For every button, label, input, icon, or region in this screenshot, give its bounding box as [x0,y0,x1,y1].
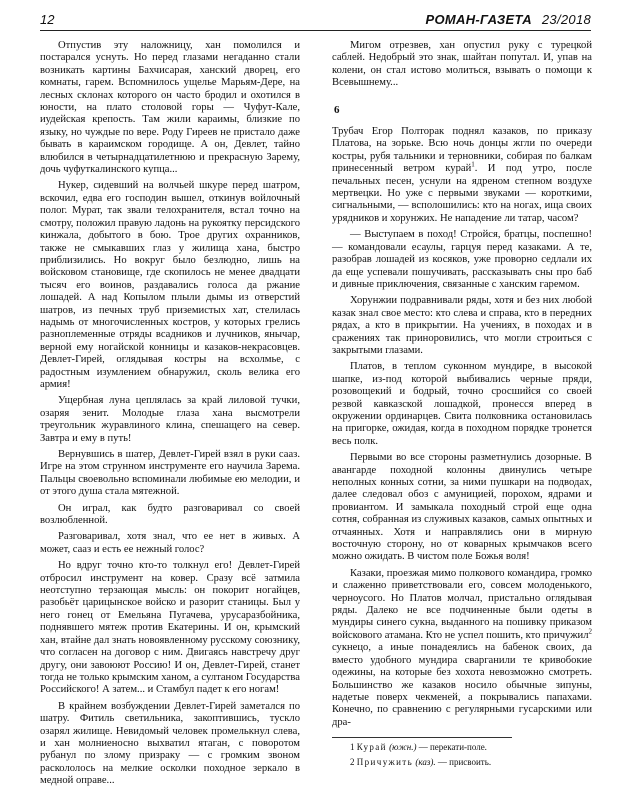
chapter-number: 6 [334,103,340,116]
footnote: 1 Курай (южн.) — перекати-поле. [350,742,487,753]
issue-number: 23/2018 [541,12,591,27]
paragraph: Хорунжии подравнивали ряды, хотя и без них любой казак знал свое место: кто слева и справа, кто в передних рядах, а кто в прикрытии. На учениях, в походах и в сражениях так приноровились, что могли строиться с закрытыми глазами. [332,295,592,356]
page-header [40,12,591,31]
paragraph: Мигом отрезвев, хан опустил руку с турецкой саблей. Недобрый это знак, шайтан попутал. И, упав на колени, он стал истово молиться, взывать о помощи к Всевышнему... [332,40,592,89]
paragraph: Но вдруг точно кто-то толкнул его! Девлет-Гирей отбросил инструмент на ковер. Сразу всё затмила неотступно терзающая мысль: он покорит ногайцев, разобьёт царицынское войско и разорит станицы. Был у него гонец от Емельяна Пугачева, урусаразбойника, поднявшего мятеж против Екатерины. И он, крымский хан, втайне дал знать новоявленному русскому союзнику, что согласен на договор с ним. Двигаясь навстречу друг другу, они завоюют Россию! И он, Девлет-Гирей, станет тогда не только крымским ханом, а султаном Государства Российского! А затем... и Стамбул падет к его ногам! [40,560,300,696]
footnote-separator [332,737,512,738]
footnote: 2 Причужить (каз). — присвоить. [350,757,492,768]
right-column [332,40,592,772]
left-column [40,40,300,792]
paragraph: — Выступаем в поход! Стройся, братцы, поспешно! — командовали есаулы, гарцуя перед казаками. А те, разобрав лошадей из косяков, уже проворно седлали их да еще успевали пошучивать, рассказывать сны про баб и дивные приключения, связанные с ханским гаремом. [332,229,592,290]
running-head [426,12,591,27]
paragraph: Вернувшись в шатер, Девлет-Гирей взял в руки сааз. Игре на этом струнном инструменте его научила Зарема. Пальцы своевольно вспоминали любимые ею мелодии, и от этого душа стала мятежной. [40,449,300,498]
paragraph: Он играл, как будто разговаривал со своей возлюбленной. [40,502,300,527]
paragraph: Трубач Егор Полторак поднял казаков, по приказу Платова, на зорьке. Всю ночь донцы жгли по очереди костры, рубя тальники и терновники, собирая по балкам принесенный ветром курай$^1$. И под утро, после печальных песен, уснули на ядреном степном воздухе мертвецки. Но уже с первыми звуками — короткими, сигнальными, — всполошились: кто на ногах, ища своих урядников и хорунжих. Не нападение ли татар, часом? [332,126,592,224]
paragraph: Первыми во все стороны разметнулись дозорные. В авангарде походной колонны двинулись четыре неполных конных сотни, за ними пушкари на подводах, далее следовал обоз с амуницией, порохом, ядрами и провиантом. И замыкала походный строй еще одна сотня, собранная из служивых казаков, самых опытных и отчаянных. Хотя и направлялись они в мирную восточную сторону, но от коварных крымчаков всего можно ожидать. В чистом поле Божья воля! [332,452,592,563]
page-number: 12 [40,12,55,27]
paragraph: Платов, в теплом суконном мундире, в высокой шапке, из-под которой выбивались черные пряди, розовощекий и бодрый, точно сросшийся со своей резвой кавказской лошадкой, пронесся вперед в окружении ординарцев. Свита полковника остановилась на пригорке, ожидая, когда в походном порядке тронется весь полк. [332,361,592,447]
paragraph: Нукер, сидевший на волчьей шкуре перед шатром, вскочил, едва его господин вышел, откинув войлочный полог. Мурат, так звали телохранителя, встал точно на смотру, положил правую ладонь на рукоятку персидского кинжала, добытого в бою. Трое других охранников, также не смыкавших глаз у жилища хана, быстро приблизились. Но вокруг было безлюдно, лишь на войсковом становище, где скопилось не менее двадцати тысяч его воинов, раздавались голоса да ржание лошадей. А над Копылом плыли дымы из отверстий шатров, из печных труб приземистых хат, стелилась надымь от многочисленных костров, у которых грелись разноплеменные отряды всадников и лучников, янычар, верной ему ногайской конницы и казаков-некрасовцев. Девлет-Гирей, оглядывая костры на всхолмье, с радостным изумлением обнаружил, сколь велика его армия! [40,180,300,390]
paragraph: Разговаривал, хотя знал, что ее нет в живых. А может, сааз и есть ее нежный голос? [40,531,300,555]
paragraph: Отпустив эту наложницу, хан помолился и постарался уснуть. Но перед глазами негаданно стали возникать картины Бахчисарая, ханский дворец, его комнаты, гарем. Вспомнилось ущелье Марьям-Дере, на лесных склонах которого он часто бродил и охотился в юности, на плато столовой горы — Чуфут-Кале, иудейская крепость. Там жили караимы, близкие по языку, но чуждые по вере. Роду Гиреев не пристало даже бывать в караимском городище. А он, Девлет, тайно влюбился в четырнадцатилетнюю и прекрасную Зарему, дочь чуфуткалинского купца... [40,40,300,176]
paragraph: Казаки, проезжая мимо полкового командира, громко и слаженно приветствовали его, совсем молоденького, черноусого. Но Платов молчал, пристально оглядывая ряды. Далеко не все подчиненные были одеты в мундиры синего сукна, выданного на пошивку приказом войскового атамана. Кто не успел пошить, кто причужил$^2$ сукнецо, а иные понадеялись на бабенок своих, да вместо удобного мундира сварганили те кривобокие одежины, на которые без хохота невозможно смотреть. Большинство же казаков носило обычные зипуны, надетые поверх чекменей, а покрывались папахами. Конечно, по сравнению с регулярными гусарскими или дра- [332,567,592,728]
paragraph: Ущербная луна цеплялась за край лиловой тучки, озаряя зенит. Молодые глаза хана высмотрели треугольник журавлиного клина, спешащего на север. Завтра и ему в путь! [40,395,300,444]
magazine-title: РОМАН-ГАЗЕТА [425,12,532,27]
paragraph: В крайнем возбуждении Девлет-Гирей заметался по шатру. Фитиль светильника, закоптившись, тускло озарял жилище. Невидомый человек промелькнул слева, и хан молниеносно выхватил ятаган, с поворотом рубанул по злому призраку — с громким звоном раскололось на мелкие осколки походное зеркало в медной оправе... [40,700,300,787]
